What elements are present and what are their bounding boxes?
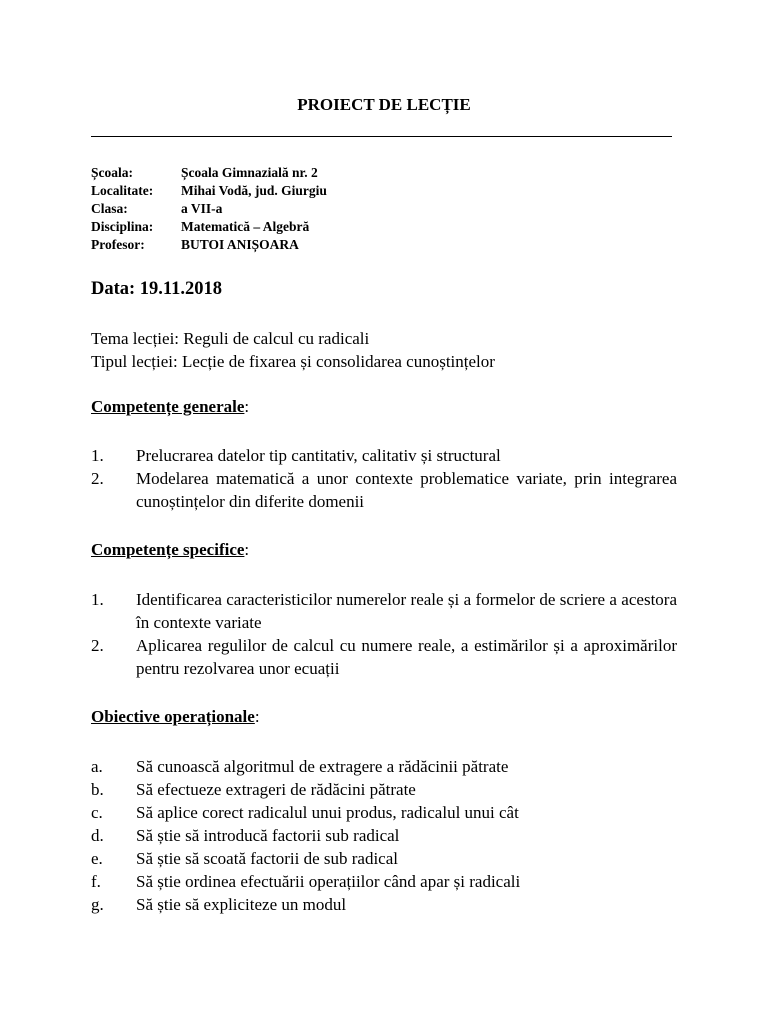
list-item-text: Identificarea caracteristicilor numerelor reale și a formelor de scriere a acestora în contexte variate xyxy=(136,590,677,632)
info-value: Școala Gimnazială nr. 2 xyxy=(181,165,318,180)
list-marker: f. xyxy=(91,872,101,891)
info-row-school xyxy=(91,164,327,182)
specific-competences-heading xyxy=(91,540,249,560)
title-underline-rule xyxy=(91,136,672,137)
list-item xyxy=(91,778,677,801)
info-value: Matematică – Algebră xyxy=(181,219,310,234)
list-marker: 1. xyxy=(91,446,104,465)
list-item-text: Să știe să expliciteze un modul xyxy=(136,895,347,914)
list-marker: d. xyxy=(91,826,104,845)
list-item-text: Aplicarea regulilor de calcul cu numere reale, a estimărilor și a aproximărilor pentru rezolvarea unor ecuații xyxy=(136,636,677,678)
list-marker: 1. xyxy=(91,590,104,609)
list-item-text: Să știe să introducă factorii sub radical xyxy=(136,826,400,845)
info-label: Disciplina: xyxy=(91,219,154,234)
list-item xyxy=(91,893,677,916)
lesson-date: Data: 19.11.2018 xyxy=(91,279,223,299)
list-item-text: Să aplice corect radicalul unui produs, radicalul unui cât xyxy=(136,803,519,822)
list-item-text: Modelarea matematică a unor contexte problematice variate, prin integrarea cunoștințelor din diferite domenii xyxy=(136,469,677,511)
info-row-teacher xyxy=(91,236,327,254)
info-row-discipline xyxy=(91,218,327,236)
list-marker: c. xyxy=(91,803,103,822)
heading-text: Obiective operaționale xyxy=(91,707,255,726)
list-item-text: Să cunoască algoritmul de extragere a rădăcinii pătrate xyxy=(136,757,509,776)
list-item-text: Să efectueze extrageri de rădăcini pătrate xyxy=(136,780,416,799)
operational-objectives-list xyxy=(91,755,677,916)
list-marker: a. xyxy=(91,757,103,776)
list-item-text: Prelucrarea datelor tip cantitativ, calitativ și structural xyxy=(136,446,501,465)
info-value: BUTOI ANIȘOARA xyxy=(181,237,299,252)
list-item xyxy=(91,824,677,847)
list-marker: e. xyxy=(91,849,103,868)
school-info-block xyxy=(91,164,327,254)
lesson-topic: Tema lecției: Reguli de calcul cu radicali xyxy=(91,329,370,348)
info-value: a VII-a xyxy=(181,201,223,216)
lesson-details xyxy=(91,327,495,373)
list-item xyxy=(91,801,677,824)
list-marker: 2. xyxy=(91,636,104,655)
list-item-text: Să știe ordinea efectuării operațiilor când apar și radicali xyxy=(136,872,521,891)
heading-colon: : xyxy=(254,707,260,726)
heading-text: Competențe generale xyxy=(91,397,245,416)
list-marker: b. xyxy=(91,780,104,799)
info-value: Mihai Vodă, jud. Giurgiu xyxy=(181,183,327,198)
info-row-class xyxy=(91,200,327,218)
list-item xyxy=(91,444,677,467)
general-competences-list xyxy=(91,444,677,513)
heading-colon: : xyxy=(244,540,250,559)
list-item xyxy=(91,634,677,680)
heading-text: Competențe specifice xyxy=(91,540,245,559)
info-row-locality xyxy=(91,182,327,200)
list-item xyxy=(91,467,677,513)
list-item xyxy=(91,755,677,778)
document-title: PROIECT DE LECȚIE xyxy=(297,95,471,114)
general-competences-heading xyxy=(91,397,249,417)
info-label: Școala: xyxy=(91,165,133,180)
heading-colon: : xyxy=(244,397,250,416)
list-item xyxy=(91,588,677,634)
info-label: Profesor: xyxy=(91,237,145,252)
info-label: Localitate: xyxy=(91,183,154,198)
list-marker: g. xyxy=(91,895,104,914)
list-item-text: Să știe să scoată factorii de sub radical xyxy=(136,849,398,868)
lesson-type: Tipul lecției: Lecție de fixarea și consolidarea cunoștințelor xyxy=(91,352,495,371)
list-item xyxy=(91,870,677,893)
specific-competences-list xyxy=(91,588,677,680)
list-marker: 2. xyxy=(91,469,104,488)
operational-objectives-heading xyxy=(91,707,260,727)
info-label: Clasa: xyxy=(91,201,128,216)
list-item xyxy=(91,847,677,870)
